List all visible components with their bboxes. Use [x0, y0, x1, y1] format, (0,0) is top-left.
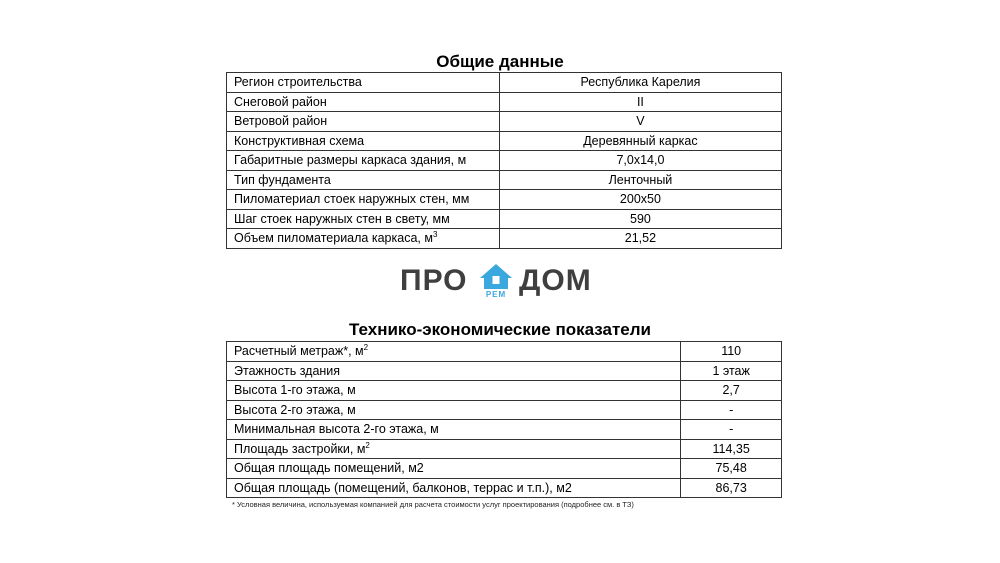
table-row — [227, 361, 782, 381]
row-label: Конструктивная схема — [227, 131, 500, 151]
logo-text-left: ПРО — [400, 264, 468, 297]
row-label: Высота 2-го этажа, м — [227, 400, 681, 420]
row-value: 7,0х14,0 — [499, 151, 781, 171]
table-row — [227, 381, 782, 401]
row-value: V — [499, 112, 781, 132]
row-value: Ленточный — [499, 170, 781, 190]
row-label: Пиломатериал стоек наружных стен, мм — [227, 190, 500, 210]
logo-subtext: РЕМ — [485, 290, 507, 299]
row-label: Минимальная высота 2-го этажа, м — [227, 420, 681, 440]
table-row — [227, 459, 782, 479]
tech-indicators-table — [226, 341, 782, 498]
row-label: Регион строительства — [227, 73, 500, 93]
unit-superscript: 3 — [432, 230, 438, 240]
row-value: 114,35 — [681, 439, 782, 459]
row-label: Общая площадь (помещений, балконов, террас и т.п.), м2 — [227, 478, 681, 498]
row-value: 1 этаж — [681, 361, 782, 381]
row-value: - — [681, 420, 782, 440]
table-row — [227, 342, 782, 362]
row-label-text: Расчетный метраж*, м — [234, 344, 364, 359]
row-label-text: Объем пиломатериала каркаса, м — [234, 231, 433, 246]
row-value: 21,52 — [499, 229, 781, 249]
table-row — [227, 439, 782, 459]
row-label — [227, 439, 681, 459]
row-label: Общая площадь помещений, м2 — [227, 459, 681, 479]
table-row — [227, 151, 782, 171]
row-value: 2,7 — [681, 381, 782, 401]
footnote: * Условная величина, используемая компанией для расчета стоимости услуг проектирования (подробнее см. в ТЗ) — [232, 500, 634, 509]
table-row — [227, 209, 782, 229]
table-row — [227, 420, 782, 440]
table-row — [227, 229, 782, 249]
row-label — [227, 342, 681, 362]
row-value: - — [681, 400, 782, 420]
table-row — [227, 131, 782, 151]
row-value: 200х50 — [499, 190, 781, 210]
company-logo — [400, 262, 600, 302]
row-label: Этажность здания — [227, 361, 681, 381]
table-row — [227, 92, 782, 112]
row-value: 110 — [681, 342, 782, 362]
table-row — [227, 400, 782, 420]
row-label: Высота 1-го этажа, м — [227, 381, 681, 401]
row-label: Снеговой район — [227, 92, 500, 112]
table-row — [227, 478, 782, 498]
row-label: Габаритные размеры каркаса здания, м — [227, 151, 500, 171]
unit-superscript: 2 — [365, 440, 370, 450]
row-label — [227, 229, 500, 249]
row-label: Шаг стоек наружных стен в свету, мм — [227, 209, 500, 229]
table-row — [227, 112, 782, 132]
tech-indicators-title: Технико-экономические показатели — [348, 320, 651, 339]
table-row — [227, 73, 782, 93]
table-row — [227, 170, 782, 190]
logo-text-right: ДОМ — [519, 264, 592, 297]
row-label: Тип фундамента — [227, 170, 500, 190]
general-data-table — [226, 72, 782, 249]
row-label-text: Площадь застройки, м — [234, 441, 366, 456]
row-value: 75,48 — [681, 459, 782, 479]
row-value: Республика Карелия — [499, 73, 781, 93]
row-value: Деревянный каркас — [499, 131, 781, 151]
row-value: 86,73 — [681, 478, 782, 498]
row-label: Ветровой район — [227, 112, 500, 132]
row-value: II — [499, 92, 781, 112]
table-row — [227, 190, 782, 210]
unit-superscript: 2 — [363, 343, 369, 353]
general-data-title: Общие данные — [436, 52, 564, 71]
row-value: 590 — [499, 209, 781, 229]
